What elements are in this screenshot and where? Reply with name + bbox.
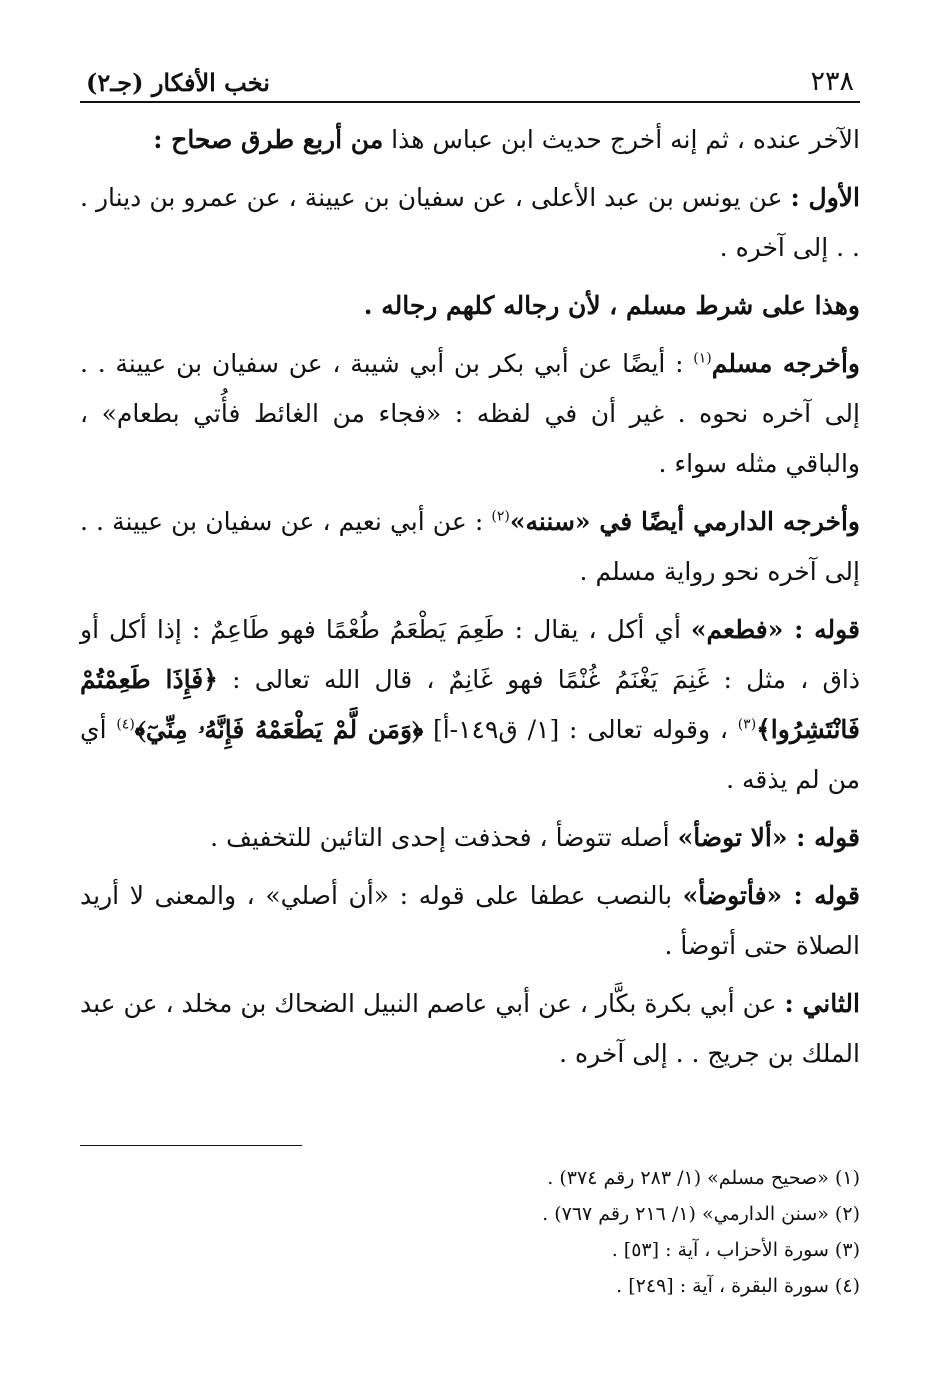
text-run: : عن أبي نعيم ، عن سفيان بن عيينة . . إلى آخره نحو رواية مسلم . [80,507,860,586]
footnotes [80,1160,860,1304]
footnote: (٤) سورة البقرة ، آية : [٢٤٩] . [616,1275,860,1297]
running-header [80,55,860,103]
bold-run: وأخرجه مسلم [711,349,860,378]
bold-run: من أربع طرق صحاح : [153,125,384,154]
text-run: أي أكل ، يقال : طَعِمَ يَطْعَمُ طُعْمًا فهو طَاعِمٌ : إذا أكل أو ذاق ، مثل : غَنِمَ يَغْنَمُ غُنْمًا فهو غَانِمٌ ، قال الله تعالى : [80,615,861,694]
quran-verse: ﴿فَإِذَا طَعِمْتُمْ فَانْتَشِرُوا﴾ [80,665,860,744]
bold-run: قوله : «فأتوضأ» [682,881,860,910]
bold-run: وأخرجه الدارمي أيضًا في «سننه» [509,507,860,536]
text-run: ، وقوله تعالى : [١/ ق١٤٩-أ] [423,715,738,744]
text-run: عن أبي بكرة بكَّار ، عن أبي عاصم النبيل الضحاك بن مخلد ، عن عبد الملك بن جريج . . إلى آخره . [80,989,860,1068]
page-number: ٢٣٨ [810,66,854,97]
footnote-separator [80,1145,302,1146]
quran-verse: ﴿وَمَن لَّمْ يَطْعَمْهُ فَإِنَّهُۥ مِنِّيٓ﴾ [134,715,424,744]
footnote: (١) «صحيح مسلم» (١/ ٢٨٣ رقم ٣٧٤) . [547,1167,860,1189]
paragraph [80,605,860,805]
bold-run: وهذا على شرط مسلم ، لأن رجاله كلهم رجاله . [363,291,860,320]
text-run: الآخر عنده ، ثم إنه أخرج حديث ابن عباس هذا [383,125,860,154]
bold-run: قوله : «فطعم» [690,615,860,644]
paragraph [80,813,860,863]
paragraph [80,173,860,273]
footnote-ref: (٢) [491,508,510,525]
text-run: أصله تتوضأ ، فحذفت إحدى التائين للتخفيف . [210,823,678,852]
paragraph [80,871,860,971]
paragraph [80,281,860,331]
footnote: (٢) «سنن الدارمي» (١/ ٢١٦ رقم ٧٦٧) . [542,1203,860,1225]
footnote-ref: (٣) [737,716,757,733]
paragraph [80,979,860,1079]
text-run: عن يونس بن عبد الأعلى ، عن سفيان بن عيينة ، عن عمرو بن دينار . . . إلى آخره . [80,183,860,262]
bold-run: الأول : [790,183,860,212]
bold-run: قوله : «ألا توضأ» [677,823,860,852]
paragraph [80,115,860,165]
footnote-ref: (١) [693,350,712,367]
book-title: نخب الأفكار (جـ٢) [86,68,270,97]
page [80,55,860,1087]
footnote-ref: (٤) [116,716,135,733]
text-run: بالنصب عطفا على قوله : «أن أصلي» ، والمعنى لا أريد الصلاة حتى أتوضأ . [80,881,860,960]
bold-run: الثاني : [784,989,860,1018]
text-run: أي من لم يذقه . [80,715,860,794]
main-text [80,115,860,1079]
paragraph [80,339,860,489]
paragraph [80,497,860,597]
footnote: (٣) سورة الأحزاب ، آية : [٥٣] . [611,1239,860,1261]
text-run: : أيضًا عن أبي بكر بن أبي شيبة ، عن سفيان بن عيينة . . إلى آخره نحوه . غير أن في لفظه : «فجاء من الغائط فأُتي بطعام» ، والباقي مثله سواء . [80,349,860,478]
